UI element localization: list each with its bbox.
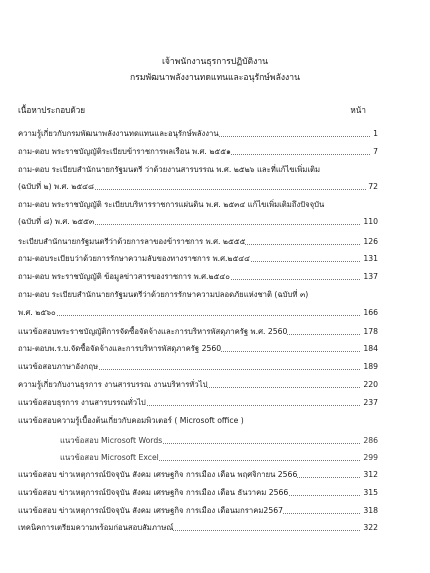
toc-entry [18,164,378,175]
document-title: เจ้าพนักงานธุรการปฏิบัติงาน [161,57,269,67]
toc-entry-page-number: 189 [363,362,378,371]
toc-entry-page-number: 166 [363,308,378,317]
toc-entry [18,326,378,337]
toc-entry [18,397,378,408]
toc-entry-title: แนวข้อสอบ ข่าวเหตุการณ์ปัจจุบัน สังคม เศรษฐกิจ การเมือง เดือนมกราคม2567 [18,506,283,515]
toc-entry-page-number: 184 [363,344,378,353]
toc-entry [18,343,378,354]
toc-entry [18,469,378,480]
toc-entry [18,146,378,157]
contents-heading: เนื้อหาประกอบด้วย [18,105,86,115]
toc-entry-page-number: 178 [363,327,378,336]
toc-entry [18,271,378,282]
toc-entry-page-number: 131 [363,254,378,263]
dot-leader [18,315,378,316]
toc-entry [18,487,378,498]
toc-entry [18,289,378,300]
toc-entry-page-number: 322 [363,523,378,532]
toc-subentry [60,452,378,463]
toc-entry-title: แนวข้อสอบความรู้เบื้องต้นเกี่ยวกับคอมพิวเตอร์ ( Microsoft office ) [18,416,244,425]
toc-entry-title: แนวข้อสอบ Microsoft Excel [60,453,159,462]
toc-entry-page-number: 299 [363,453,378,462]
toc-entry-title: ถาม-ตอบ ระเบียบสำนักนายกรัฐมนตรี ว่าด้วยงานสารบรรณ พ.ศ. ๒๕๒๖ และที่แก้ไขเพิ่มเติม [18,165,321,174]
toc-entry-title: ถาม-ตอบ ระเบียบสำนักนายกรัฐมนตรีว่าด้วยการรักษาความปลอดภัยแห่งชาติ (ฉบับที่ ๓) [18,290,309,299]
toc-entry [18,216,378,227]
toc-entry-title: พ.ศ. ๒๕๖๐ [18,308,56,317]
toc-entry-title: แนวข้อสอบพระราชบัญญัติการจัดซื้อจัดจ้างและการบริหารพัสดุภาครัฐ พ.ศ. 2560 [18,327,288,336]
toc-entry [18,522,378,533]
page-column-heading: หน้า [350,105,366,115]
toc-entry [18,415,378,426]
toc-subentry [60,435,378,446]
toc-entry-title: ความรู้เกี่ยวกับกรมพัฒนาพลังงานทดแทนและอนุรักษ์พลังงาน [18,129,219,138]
toc-entry-page-number: 7 [373,147,378,156]
toc-entry-title: ถาม-ตอบ พระราชบัญญัติระเบียบข้าราชการพลเรือน พ.ศ. ๒๕๕๑ [18,147,231,156]
toc-entry [18,236,378,247]
toc-entry-page-number: 1 [373,129,378,138]
toc-entry-page-number: 110 [363,217,378,226]
toc-entry [18,307,378,318]
toc-entry-title: เทคนิคการเตรียมความพร้อมก่อนสอบสัมภาษณ์ [18,523,174,532]
toc-entry [18,379,378,390]
document-subtitle: กรมพัฒนาพลังงานทดแทนและอนุรักษ์พลังงาน [130,73,300,83]
toc-entry-title: แนวข้อสอบธุรการ งานสารบรรณทั่วไป [18,398,146,407]
toc-entry [18,505,378,516]
toc-entry-title: ความรู้เกี่ยวกับงานธุรการ งานสารบรรณ งานบริหารทั่วไป [18,380,208,389]
toc-entry-page-number: 126 [363,237,378,246]
toc-entry-page-number: 72 [368,182,378,191]
toc-entry [18,361,378,372]
toc-entry-title: แนวข้อสอบ ข่าวเหตุการณ์ปัจจุบัน สังคม เศรษฐกิจ การเมือง เดือน พฤศจิกายน 2566 [18,470,298,479]
toc-entry [18,181,378,192]
toc-entry-page-number: 315 [363,488,378,497]
toc-entry-page-number: 312 [363,470,378,479]
toc-entry [18,128,378,139]
toc-entry-title: แนวข้อสอบภาษาอังกฤษ [18,362,99,371]
toc-entry-page-number: 220 [363,380,378,389]
toc-entry-page-number: 286 [363,436,378,445]
toc-entry-title: ถาม-ตอบ พระราชบัญญัติ ข้อมูลข่าวสารของราชการ พ.ศ.๒๕๔๐ [18,272,230,281]
toc-entry-title: แนวข้อสอบ Microsoft Words [60,436,163,445]
toc-entry-title: (ฉบับที่ ๒) พ.ศ. ๒๕๔๘ [18,182,94,191]
toc-entry-page-number: 318 [363,506,378,515]
toc-entry-title: (ฉบับที่ ๘) พ.ศ. ๒๕๕๓ [18,217,95,226]
toc-entry-title: ถาม-ตอบพ.ร.บ.จัดซื้อจัดจ้างและการบริหารพัสดุภาครัฐ 2560 [18,344,222,353]
toc-entry-page-number: 137 [363,272,378,281]
toc-entry-page-number: 237 [363,398,378,407]
toc-entry-title: ถาม-ตอบระเบียบว่าด้วยการรักษาความลับของทางราชการ พ.ศ.๒๕๔๔ [18,254,250,263]
toc-entry [18,199,378,210]
toc-entry-title: ถาม-ตอบ พระราชบัญญัติ ระเบียบบริหารราชการแผ่นดิน พ.ศ. ๒๕๓๔ แก้ไขเพิ่มเติมถึงปัจจุบัน [18,200,325,209]
toc-entry-title: แนวข้อสอบ ข่าวเหตุการณ์ปัจจุบัน สังคม เศรษฐกิจ การเมือง เดือน ธันวาคม 2566 [18,488,289,497]
toc-entry [18,253,378,264]
toc-entry-title: ระเบียบสำนักนายกรัฐมนตรีว่าด้วยการลาของข้าราชการ พ.ศ. ๒๕๕๕ [18,237,246,246]
